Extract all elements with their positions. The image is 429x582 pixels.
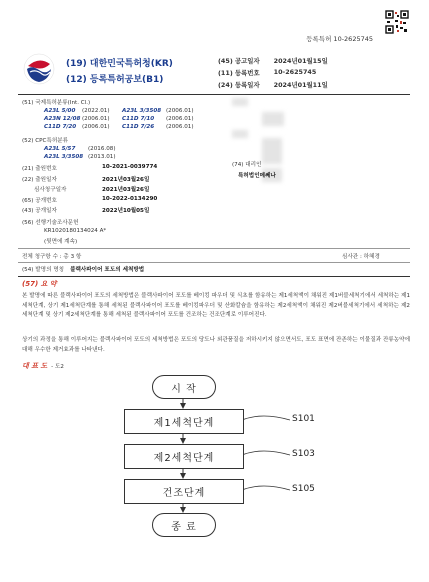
ipc-date: (2006.01) bbox=[82, 116, 110, 122]
abstract-paragraph: 본 발명에 따른 블랙사파이어 포도의 세척방법은 블랙사파이어 포도를 베이킹 파우더 및 식초를 함유하는 제1세척액이 채워진 제1버블세척기에서 세척하는 제1세척단계, 상기 제1세척단계를 통해 세척된 블랙사파이어 포도를 베이킹파우더 및 산화칼슘을 함유하는 제2세척액이 채워진 제2버블세척기에서 세척하는 제2세척단계 및 상기 제2세척단계를 통해 세척된 블랙사파이어 포도를 건조하는 건조단계로 이루어진다. bbox=[22, 293, 410, 319]
country-office: (19) 대한민국특허청(KR) bbox=[66, 59, 173, 69]
step-label: S103 bbox=[292, 449, 315, 459]
abstract-paragraph: 상기의 과정을 통해 이루어지는 블랙사파이어 포도의 세척방법은 포도의 당도나 외관품질을 저하시키지 않으면서도, 포도 표면에 잔존하는 이물질과 잔류농약에 대해 우수한 제거효과를 나타낸다. bbox=[22, 337, 410, 353]
bib-label: 심사청구일자 bbox=[34, 187, 67, 194]
flowchart-step: 건조단계 bbox=[124, 479, 244, 504]
document-number: 등록특허 10-2625745 bbox=[306, 35, 373, 43]
cpc-code: A23L 5/57 bbox=[44, 146, 76, 152]
ipc-code: A23N 12/08 bbox=[44, 116, 81, 122]
agent-value: 특허법인메쎄나 bbox=[238, 173, 276, 179]
bib-value: 2021년03월26일 bbox=[102, 176, 150, 183]
ipc-date: (2022.01) bbox=[82, 108, 110, 114]
ipc-date: (2006.01) bbox=[82, 124, 110, 130]
ipc-code: C11D 7/26 bbox=[122, 124, 155, 130]
examiner: 심사관 : 하혜경 bbox=[342, 254, 380, 260]
pub-info-value: 2024년01월15일 bbox=[273, 57, 328, 65]
figure-heading-label: 대 표 도 bbox=[22, 362, 48, 370]
publication-type: (12) 등록특허공보(B1) bbox=[66, 75, 164, 85]
abstract-heading: (57) 요 약 bbox=[22, 280, 57, 288]
figure-ref: - 도2 bbox=[51, 364, 64, 370]
title-label: (54) 발명의 명칭 bbox=[22, 267, 65, 273]
ipc-date: (2006.01) bbox=[166, 124, 194, 130]
title-value: 블랙사파이어 포도의 세척방법 bbox=[70, 267, 145, 273]
ipc-code: C11D 7/10 bbox=[122, 116, 155, 122]
prior-art-item: KR1020180134024 A* bbox=[44, 228, 107, 234]
flowchart-step: 제2세척단계 bbox=[124, 444, 244, 469]
ipc-code: A23L 3/3508 bbox=[122, 108, 162, 114]
pub-info-label: (11) 등록번호 bbox=[218, 69, 260, 77]
step-label: S101 bbox=[292, 414, 315, 424]
continued-note: (뒷면에 계속) bbox=[44, 239, 78, 245]
cpc-date: (2016.08) bbox=[88, 146, 116, 152]
bib-value: 2021년03월26일 bbox=[102, 187, 150, 194]
ipc-code: A23L 5/00 bbox=[44, 108, 76, 114]
bib-label: (22) 출원일자 bbox=[22, 176, 57, 183]
flowchart-end: 종 료 bbox=[152, 513, 216, 537]
claims-count: 전체 청구항 수 : 총 3 항 bbox=[22, 254, 82, 260]
cpc-date: (2013.01) bbox=[88, 154, 116, 160]
pub-info-label: (45) 공고일자 bbox=[218, 57, 260, 65]
pub-info-value: 2024년01월11일 bbox=[273, 81, 328, 89]
prior-art-heading: (56) 선행기술조사문헌 bbox=[22, 220, 79, 226]
step-label: S105 bbox=[292, 484, 315, 494]
cpc-heading: (52) CPC특허분류 bbox=[22, 138, 69, 144]
bib-label: (65) 공개번호 bbox=[22, 197, 57, 204]
flowchart-start: 시 작 bbox=[152, 375, 216, 399]
ipc-date: (2006.01) bbox=[166, 116, 194, 122]
bib-value: 10-2022-0134290 bbox=[102, 195, 158, 202]
bib-label: (21) 출원번호 bbox=[22, 166, 57, 172]
flowchart-step: 제1세척단계 bbox=[124, 409, 244, 434]
pub-info-value: 10-2625745 bbox=[273, 68, 317, 76]
pub-info-label: (24) 등록일자 bbox=[218, 81, 260, 89]
ipc-date: (2006.01) bbox=[166, 108, 194, 114]
bib-value: 10-2021-0039774 bbox=[102, 164, 158, 170]
ipc-code: C11D 7/20 bbox=[44, 124, 77, 130]
cpc-code: A23L 3/3508 bbox=[44, 154, 84, 160]
ipc-heading: (51) 국제특허분류(Int. Cl.) bbox=[22, 100, 91, 106]
agent-label: (74) 대리인 bbox=[232, 162, 262, 168]
bib-label: (43) 공개일자 bbox=[22, 208, 57, 215]
bib-value: 2022년10월05일 bbox=[102, 208, 150, 215]
